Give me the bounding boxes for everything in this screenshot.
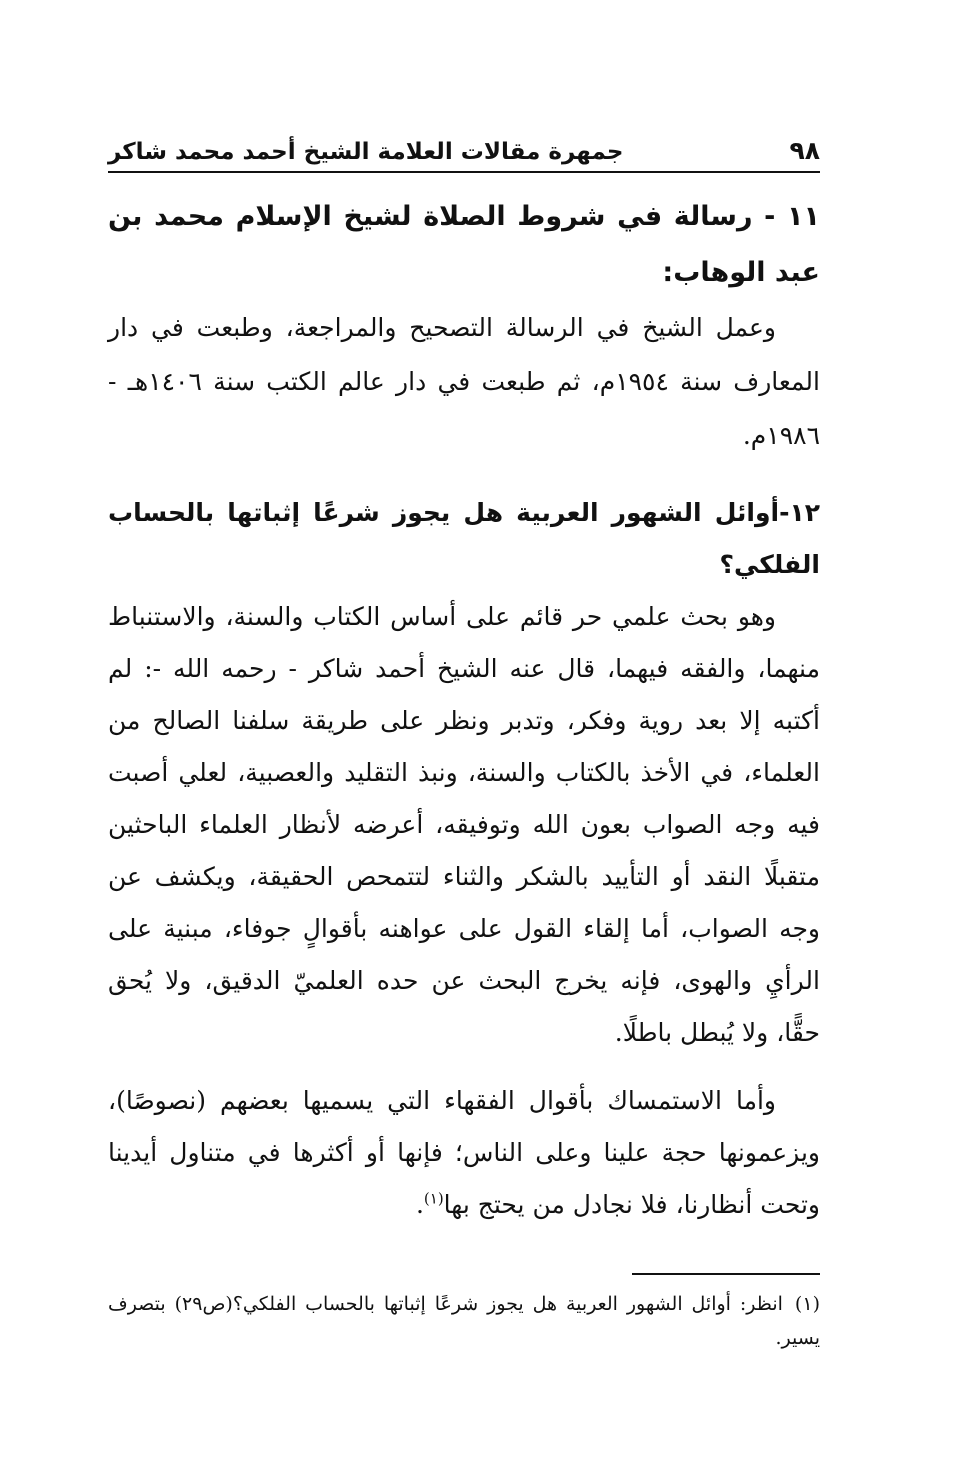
paragraph-2-end: . xyxy=(415,1190,424,1219)
section-12-paragraph-2 xyxy=(108,1075,820,1231)
footnote-divider xyxy=(632,1273,820,1275)
footnote xyxy=(108,1287,820,1355)
paragraph-2-text: وأما الاستمساك بأقوال الفقهاء التي يسميها بعضهم (نصوصًا)، ويزعمونها حجة علينا وعلى الناس؛ فإنها أو أكثرها في متناول أيدينا وتحت أنظارنا، فلا نجادل من يحتج بها xyxy=(108,1086,820,1219)
section-11-heading: ١١ - رسالة في شروط الصلاة لشيخ الإسلام محمد بن عبد الوهاب: xyxy=(108,201,820,288)
book-title: جمهرة مقالات العلامة الشيخ أحمد محمد شاكر xyxy=(108,139,624,165)
book-page xyxy=(108,125,820,1355)
running-header xyxy=(108,125,820,173)
footnote-number: (١) xyxy=(794,1293,820,1315)
footnote-reference[interactable]: (١) xyxy=(423,1189,444,1208)
section-12-paragraph-1: وهو بحث علمي حر قائم على أساس الكتاب والسنة، والاستنباط منهما، والفقه فيهما، قال عنه الشيخ أحمد شاكر - رحمه الله -: لم أكتبه إلا بعد روية وفكر، وتدبر ونظر على طريقة سلفنا الصالح من العلماء، في الأخذ بالكتاب والسنة، ونبذ التقليد والعصبية، لعلي أصبت فيه وجه الصواب بعون الله وتوفيقه، أعرضه لأنظار العلماء الباحثين متقبلًا النقد أو التأييد بالشكر والثناء لتتمحص الحقيقة، ويكشف عن وجه الصواب، أما إلقاء القول على عواهنه بأقوالٍ جوفاء، مبنية على الرأيِ والهوى، فإنه يخرج البحث عن حده العلميّ الدقيق، ولا يُحق حقًّا، ولا يُبطل باطلًا. xyxy=(108,602,820,1047)
footnote-text: انظر: أوائل الشهور العربية هل يجوز شرعًا إثباتها بالحساب الفلكي؟(ص٢٩) بتصرف يسير. xyxy=(108,1293,820,1349)
section-12-heading: ١٢-أوائل الشهور العربية هل يجوز شرعًا إثباتها بالحساب الفلكي؟ xyxy=(108,498,820,579)
page-number: ٩٨ xyxy=(789,136,820,165)
section-11-body: وعمل الشيخ في الرسالة التصحيح والمراجعة، وطبعت في دار المعارف سنة ١٩٥٤م، ثم طبعت في دار عالم الكتب سنة ١٤٠٦هـ - ١٩٨٦م. xyxy=(108,313,820,450)
